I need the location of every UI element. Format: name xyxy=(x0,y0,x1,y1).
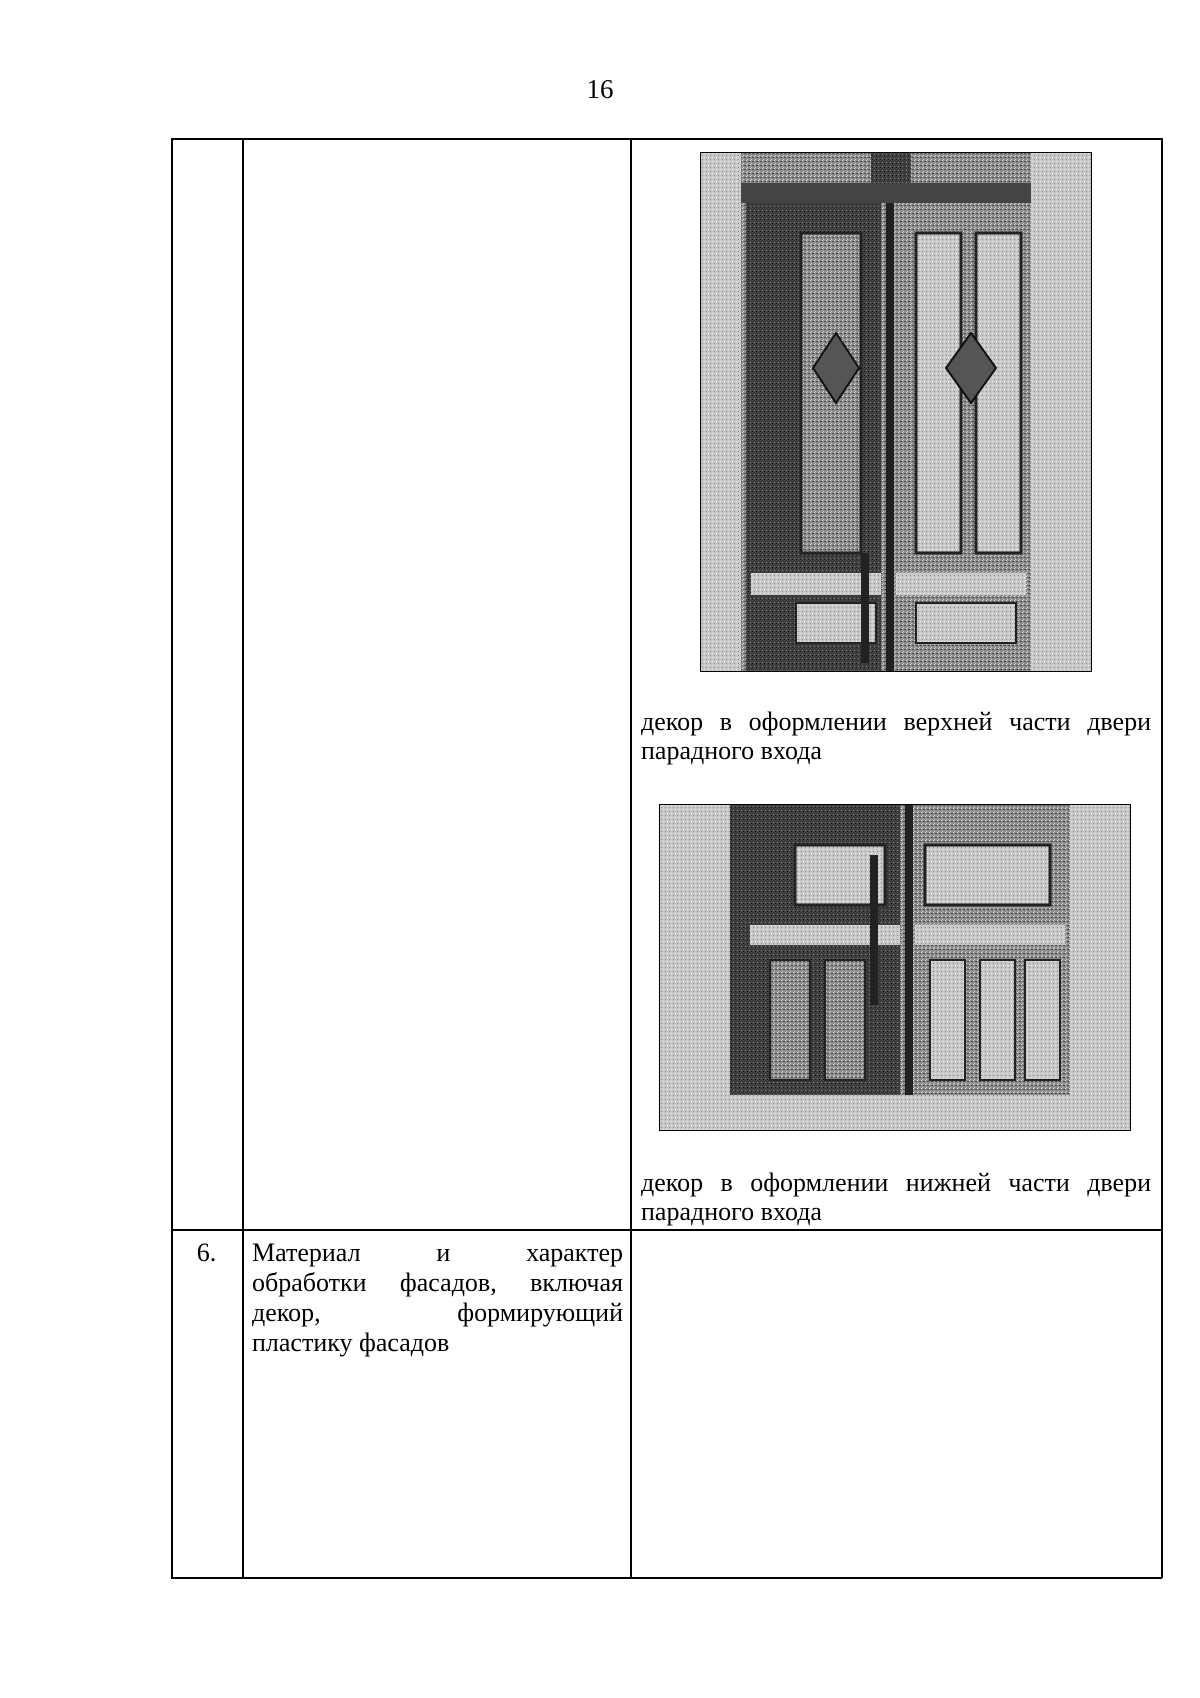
page-number: 16 xyxy=(586,74,614,104)
row-number: 6. xyxy=(196,1238,217,1267)
door-upper-photo xyxy=(700,152,1092,672)
description-line: пластику фасадов xyxy=(252,1328,450,1357)
door-lower-photo xyxy=(659,804,1131,1131)
description-line: обработки фасадов, включая xyxy=(252,1268,623,1297)
description-line: декор, формирующий xyxy=(252,1298,623,1327)
row-description xyxy=(252,1238,623,1358)
door-upper-caption: декор в оформлении верхней части двери парадного входа xyxy=(641,707,1151,765)
description-line: Материал и характер xyxy=(252,1238,623,1267)
door-lower-caption: декор в оформлении нижней части двери парадного входа xyxy=(641,1168,1151,1226)
